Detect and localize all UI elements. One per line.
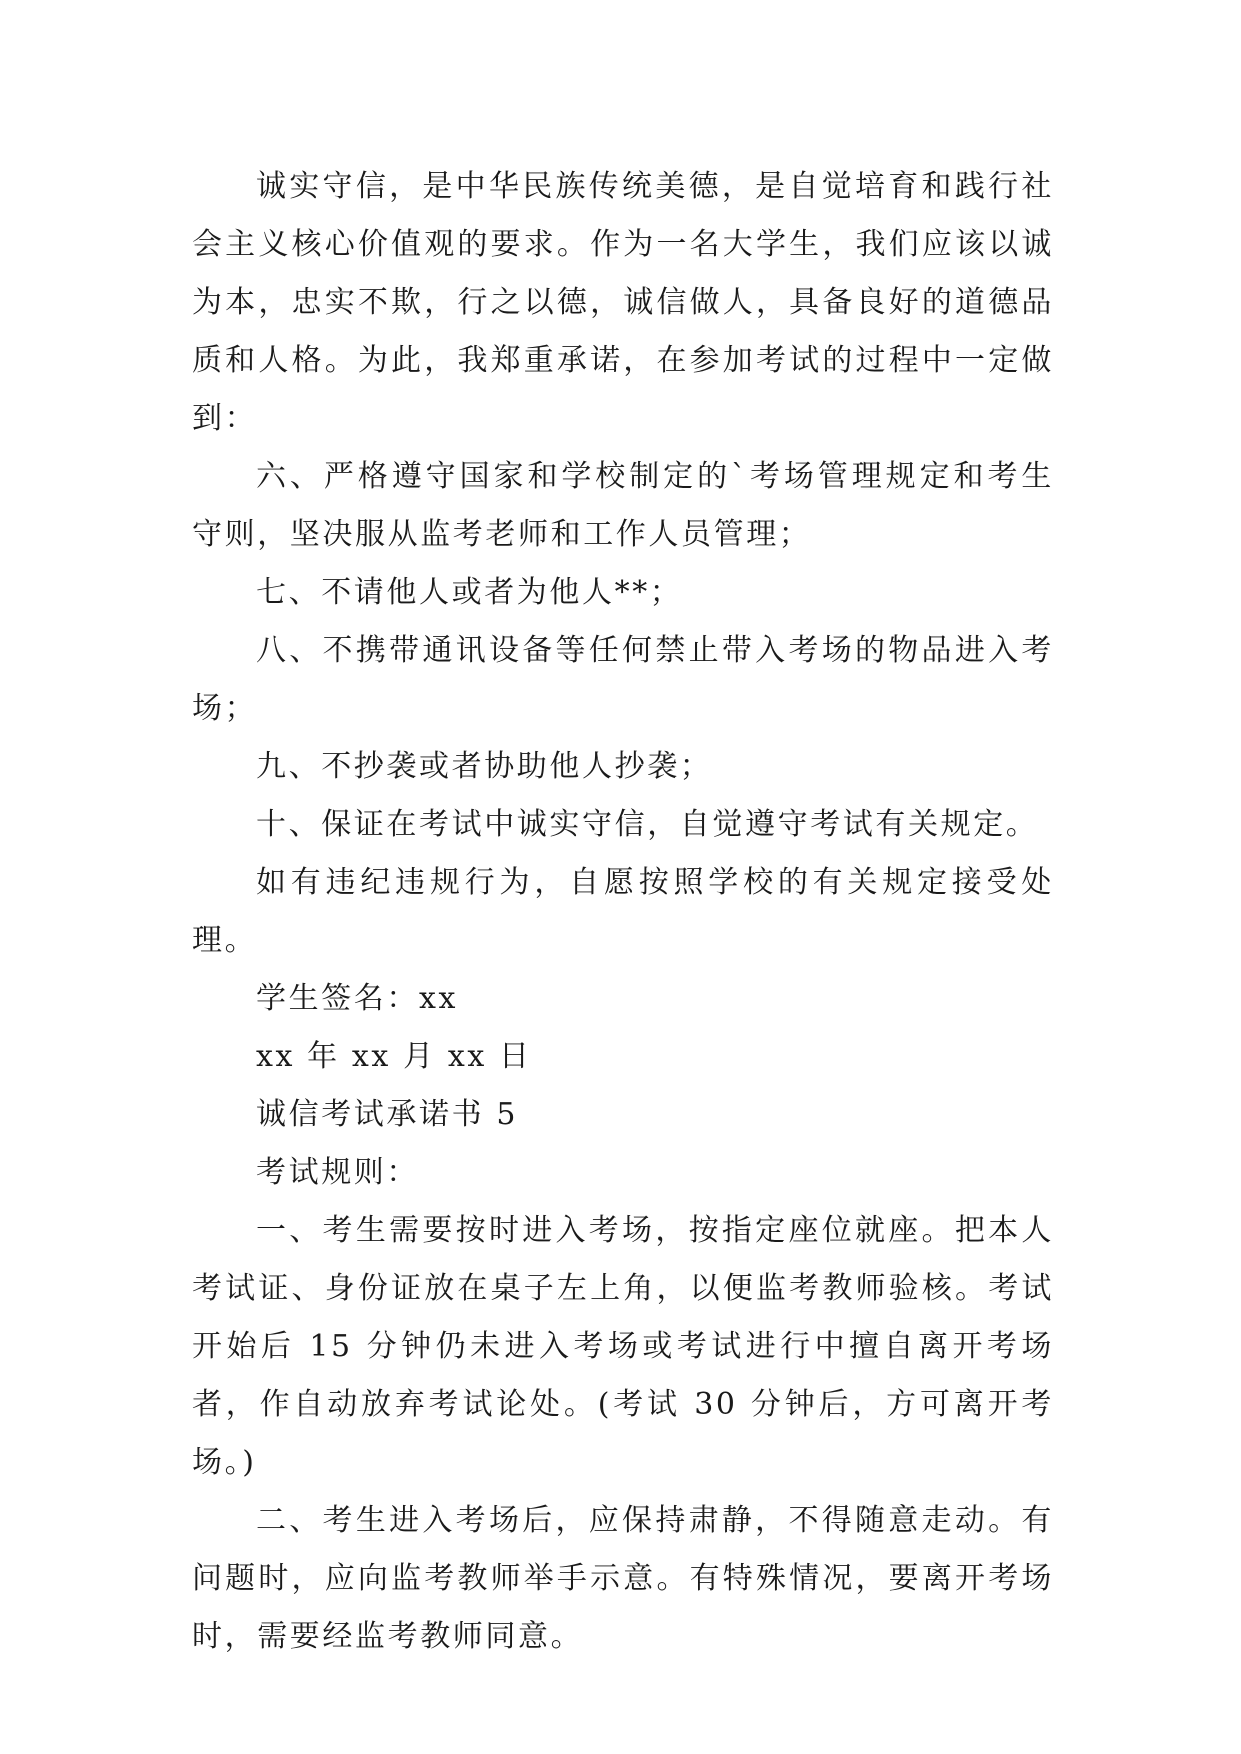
paragraph-violation-note: 如有违纪违规行为，自愿按照学校的有关规定接受处理。 xyxy=(192,865,1054,958)
rule-item-2: 二、考生进入考场后，应保持肃静，不得随意走动。有问题时，应向监考教师举手示意。有特殊情况，要离开考场时，需要经监考教师同意。 xyxy=(192,1503,1054,1654)
paragraph-item-10: 十、保证在考试中诚实守信，自觉遵守考试有关规定。 xyxy=(256,807,1039,842)
paragraph-intro: 诚实守信，是中华民族传统美德，是自觉培育和践行社会主义核心价值观的要求。作为一名大学生，我们应该以诚为本，忠实不欺，行之以德，诚信做人，具备良好的道德品质和人格。为此，我郑重承诺，在参加考试的过程中一定做到： xyxy=(192,169,1054,436)
paragraph-item-7: 七、不请他人或者为他人**； xyxy=(256,575,683,610)
paragraph-item-9: 九、不抄袭或者协助他人抄袭； xyxy=(256,749,713,784)
section-title: 诚信考试承诺书 5 xyxy=(256,1097,519,1132)
student-signature: 学生签名：xx xyxy=(256,981,459,1016)
rules-heading: 考试规则： xyxy=(256,1155,419,1190)
paragraph-item-8: 八、不携带通讯设备等任何禁止带入考场的物品进入考场； xyxy=(192,633,1054,726)
paragraph-item-6: 六、严格遵守国家和学校制定的`考场管理规定和考生守则，坚决服从监考老师和工作人员管理； xyxy=(192,459,1054,552)
signature-date: xx 年 xx 月 xx 日 xyxy=(256,1039,532,1074)
document-body xyxy=(192,158,1054,1666)
rule-item-1: 一、考生需要按时进入考场，按指定座位就座。把本人考试证、身份证放在桌子左上角，以便监考教师验核。考试开始后 15 分钟仍未进入考场或考试进行中擅自离开考场者，作自动放弃考试论处。(考试 30 分钟后，方可离开考场。) xyxy=(192,1213,1054,1480)
